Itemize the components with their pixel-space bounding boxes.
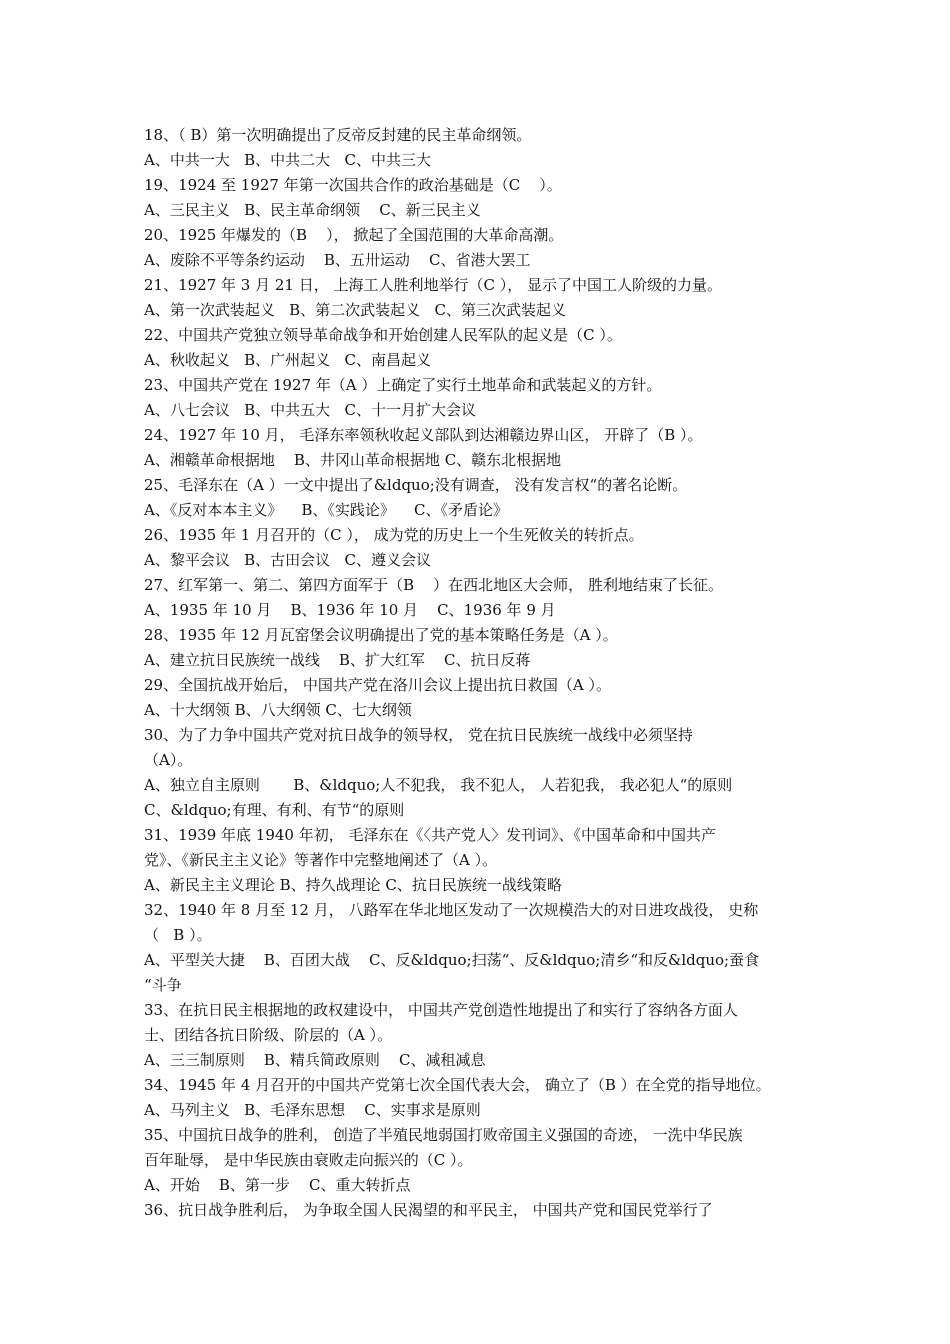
question-26: 26、1935 年 1 月召开的（C ）， 成为党的历史上一个生死攸关的转折点。 bbox=[144, 526, 644, 544]
options-30-cont: C、&ldquo;有理、有利、有节“的原则 bbox=[144, 801, 405, 819]
options-24: A、湘赣革命根据地 B、井冈山革命根据地 C、赣东北根据地 bbox=[144, 451, 562, 469]
question-31-cont: 党》、《新民主主义论》等著作中完整地阐述了（A ）。 bbox=[144, 851, 498, 869]
question-31: 31、1939 年底 1940 年初， 毛泽东在《〈共产党人〉发刊词》、《中国革命和中国共产 bbox=[144, 826, 717, 844]
options-22: A、秋收起义 B、广州起义 C、南昌起义 bbox=[144, 351, 431, 369]
options-19: A、三民主义 B、民主革命纲领 C、新三民主义 bbox=[144, 201, 481, 219]
question-22: 22、中国共产党独立领导革命战争和开始创建人民军队的起义是（C ）。 bbox=[144, 326, 622, 344]
question-27: 27、红军第一、第二、第四方面军于（B ）在西北地区大会师， 胜利地结束了长征。 bbox=[144, 576, 723, 594]
question-34: 34、1945 年 4 月召开的中国共产党第七次全国代表大会， 确立了（B ）在全党的指导地位。 bbox=[144, 1076, 771, 1094]
options-32-cont: “斗争 bbox=[144, 976, 182, 994]
options-25: A、《反对本本主义》 B、《实践论》 C、《矛盾论》 bbox=[144, 501, 508, 519]
question-25: 25、毛泽东在（A ）一文中提出了&ldquo;没有调查， 没有发言权“的著名论断。 bbox=[144, 476, 688, 494]
question-30: 30、为了力争中国共产党对抗日战争的领导权， 党在抗日民族统一战线中必须坚持 bbox=[144, 726, 693, 744]
question-19: 19、1924 至 1927 年第一次国共合作的政治基础是（C ）。 bbox=[144, 176, 562, 194]
options-31: A、新民主主义理论 B、持久战理论 C、抗日民族统一战线策略 bbox=[144, 876, 562, 894]
options-27: A、1935 年 10 月 B、1936 年 10 月 C、1936 年 9 月 bbox=[144, 601, 556, 619]
options-29: A、十大纲领 B、八大纲领 C、七大纲领 bbox=[144, 701, 412, 719]
options-20: A、废除不平等条约运动 B、五卅运动 C、省港大罢工 bbox=[144, 251, 531, 269]
question-32-cont: （ B ）。 bbox=[144, 926, 212, 944]
question-21: 21、1927 年 3 月 21 日， 上海工人胜利地举行（C ）， 显示了中国工人阶级的力量。 bbox=[144, 276, 723, 294]
options-18: A、中共一大 B、中共二大 C、中共三大 bbox=[144, 151, 431, 169]
options-21: A、第一次武装起义 B、第二次武装起义 C、第三次武装起义 bbox=[144, 301, 566, 319]
question-30-cont: （A）。 bbox=[144, 751, 193, 769]
options-33: A、三三制原则 B、精兵简政原则 C、减租减息 bbox=[144, 1051, 486, 1069]
question-23: 23、中国共产党在 1927 年（A ）上确定了实行土地革命和武装起义的方针。 bbox=[144, 376, 662, 394]
question-36: 36、抗日战争胜利后， 为争取全国人民渴望的和平民主， 中国共产党和国民党举行了 bbox=[144, 1201, 713, 1219]
question-33-cont: 士、团结各抗日阶级、阶层的（A ）。 bbox=[144, 1026, 393, 1044]
options-30: A、独立自主原则 B、&ldquo;人不犯我， 我不犯人， 人若犯我， 我必犯人“的原则 bbox=[144, 776, 733, 794]
options-23: A、八七会议 B、中共五大 C、十一月扩大会议 bbox=[144, 401, 476, 419]
question-35-cont: 百年耻辱， 是中华民族由衰败走向振兴的（C ）。 bbox=[144, 1151, 473, 1169]
question-18: 18、（ B）第一次明确提出了反帝反封建的民主革命纲领。 bbox=[144, 126, 532, 144]
question-24: 24、1927 年 10 月， 毛泽东率领秋收起义部队到达湘赣边界山区， 开辟了（B ）。 bbox=[144, 426, 703, 444]
question-list bbox=[144, 123, 814, 1223]
question-35: 35、中国抗日战争的胜利， 创造了半殖民地弱国打败帝国主义强国的奇迹， 一洗中华民族 bbox=[144, 1126, 743, 1144]
options-35: A、开始 B、第一步 C、重大转折点 bbox=[144, 1176, 411, 1194]
question-20: 20、1925 年爆发的（B ）， 掀起了全国范围的大革命高潮。 bbox=[144, 226, 564, 244]
question-28: 28、1935 年 12 月瓦窑堡会议明确提出了党的基本策略任务是（A ）。 bbox=[144, 626, 618, 644]
options-34: A、马列主义 B、毛泽东思想 C、实事求是原则 bbox=[144, 1101, 481, 1119]
options-26: A、黎平会议 B、古田会议 C、遵义会议 bbox=[144, 551, 431, 569]
question-32: 32、1940 年 8 月至 12 月， 八路军在华北地区发动了一次规模浩大的对日进攻战役， 史称 bbox=[144, 901, 759, 919]
question-29: 29、全国抗战开始后， 中国共产党在洛川会议上提出抗日救国（A ）。 bbox=[144, 676, 611, 694]
options-32: A、平型关大捷 B、百团大战 C、反&ldquo;扫荡“、反&ldquo;清乡“和反&ldquo;蚕食 bbox=[144, 951, 760, 969]
options-28: A、建立抗日民族统一战线 B、扩大红军 C、抗日反蒋 bbox=[144, 651, 531, 669]
question-33: 33、在抗日民主根据地的政权建设中， 中国共产党创造性地提出了和实行了容纳各方面人 bbox=[144, 1001, 738, 1019]
